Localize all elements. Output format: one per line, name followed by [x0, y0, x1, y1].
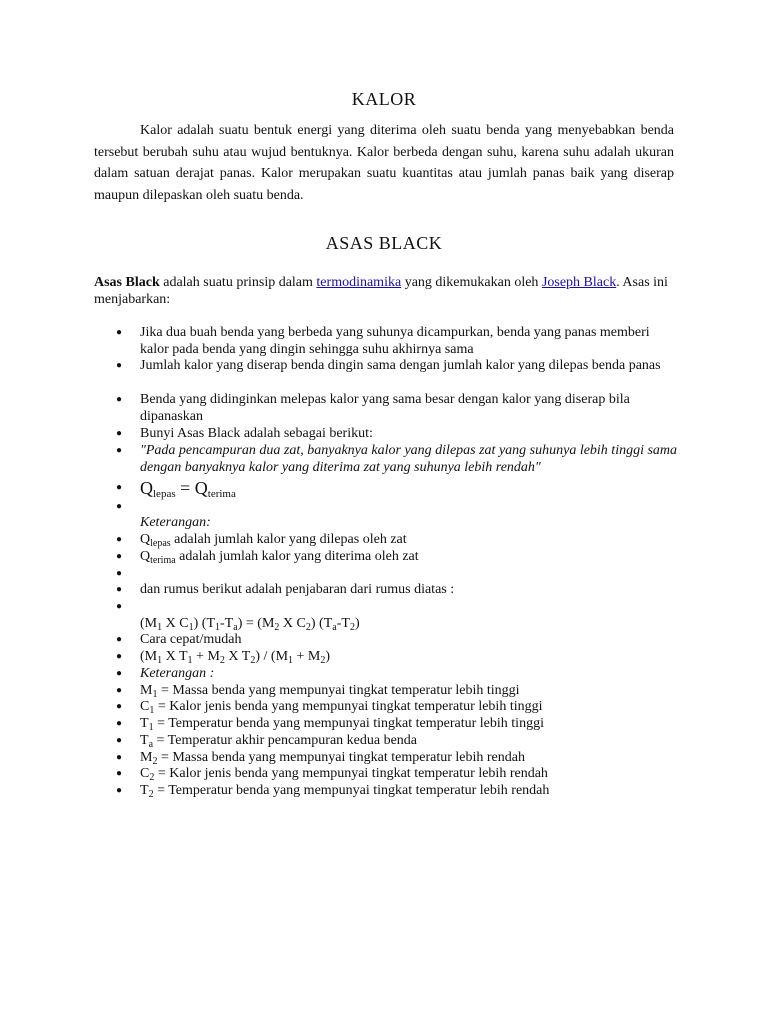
keterangan-label: Keterangan: [140, 515, 211, 530]
q-lepas-description: $Q_{lepas}$ adalah jumlah kalor yang dilepas oleh zat [140, 532, 407, 549]
list-item-text: Jumlah kalor yang diserap benda dingin sama dengan jumlah kalor yang dilepas benda panas [140, 358, 661, 373]
bullet-icon: ● [116, 752, 123, 763]
bullet-icon: ● [116, 601, 123, 612]
penjabaran-text: dan rumus berikut adalah penjabaran dari rumus diatas : [140, 582, 455, 597]
expanded-formula: ($M_1$ X $C_1$) $(T_1-T_a) = (M_2$ X $C_2$) $(T_a-T_2)$ [140, 616, 360, 633]
bullet-icon: ● [116, 584, 123, 595]
bullet-icon: ● [116, 735, 123, 746]
kalor-paragraph [94, 120, 674, 206]
q-terima-description: $Q_{terima}$ adalah jumlah kalor yang diterima oleh zat [140, 549, 419, 566]
bullet-icon: ● [116, 445, 123, 456]
c2-definition: $C_2$ = Kalor jenis benda yang mempunyai tingkat temperatur lebih rendah [140, 766, 548, 783]
bullet-icon: ● [116, 428, 123, 439]
asas-black-bold-term: Asas Black [94, 275, 160, 290]
quick-formula: ($M_1$ X $T_1 + M_2$ X $T_2) / (M_1 + M_2)$ [140, 649, 331, 666]
t2-definition: $T_2$ = Temperatur benda yang mempunyai tingkat temperatur lebih rendah [140, 783, 550, 800]
bullet-icon: ● [116, 685, 123, 696]
bullet-icon: ● [116, 482, 123, 493]
termodinamika-link[interactable]: termodinamika [316, 275, 402, 290]
intro-text-1: adalah suatu prinsip dalam [159, 275, 317, 290]
bullet-icon: ● [116, 785, 123, 796]
list-item-text: Bunyi Asas Black adalah sebagai berikut: [140, 426, 373, 441]
asas-black-statement: "Pada pencampuran dua zat, banyaknya kalor yang dilepas zat yang suhunya lebih tinggi sama dengan banyaknya kalor yang diterima zat yang suhunya lebih rendah" [140, 443, 678, 475]
bullet-icon: ● [116, 668, 123, 679]
list-item-text: Jika dua buah benda yang berbeda yang suhunya dicampurkan, benda yang panas memberi kalor pada benda yang dingin sehingga suhu akhirnya sama [140, 325, 650, 357]
bullet-icon: ● [116, 551, 123, 562]
intro-text-3: . Asas ini menjabarkan: [94, 275, 668, 307]
kalor-paragraph-text: Kalor adalah suatu bentuk energi yang diterima oleh suatu benda yang menyebabkan benda tersebut berubah suhu atau wujud bentuknya. Kalor berbeda dengan suhu, karena suhu adalah ukuran dalam satuan derajat panas. Kalor merupakan suatu kuantitas atau jumlah panas baik yang diserap maupun dilepaskan oleh suatu benda. [94, 123, 674, 203]
bullet-icon: ● [116, 501, 123, 512]
cara-cepat-text: Cara cepat/mudah [140, 632, 242, 647]
c1-definition: $C_1$ = Kalor jenis benda yang mempunyai tingkat temperatur lebih tinggi [140, 699, 543, 716]
main-formula: $Q_{lepas} = Q_{terima}$ [140, 478, 236, 500]
t1-definition: $T_1$ = Temperatur benda yang mempunyai tingkat temperatur lebih tinggi [140, 716, 544, 733]
asas-black-intro [94, 275, 684, 308]
bullet-icon: ● [116, 394, 123, 405]
m1-definition: $M_1$ = Massa benda yang mempunyai tingkat temperatur lebih tinggi [140, 683, 520, 700]
bullet-icon: ● [116, 651, 123, 662]
ta-definition: $T_a$ = Temperatur akhir pencampuran kedua benda [140, 733, 418, 750]
asas-black-heading: ASAS BLACK [325, 233, 443, 253]
bullet-icon: ● [116, 327, 123, 338]
keterangan-label: Keterangan : [140, 666, 215, 681]
bullet-icon: ● [116, 634, 123, 645]
bullet-icon: ● [116, 360, 123, 371]
bullet-icon: ● [116, 768, 123, 779]
m2-definition: $M_2$ = Massa benda yang mempunyai tingkat temperatur lebih rendah [140, 750, 525, 767]
kalor-heading: KALOR [351, 89, 417, 109]
bullet-icon: ● [116, 701, 123, 712]
joseph-black-link[interactable]: Joseph Black [541, 275, 617, 290]
bullet-icon: ● [116, 718, 123, 729]
bullet-icon: ● [116, 534, 123, 545]
intro-text-2: yang dikemukakan oleh [401, 275, 542, 290]
list-item-text: Benda yang didinginkan melepas kalor yang sama besar dengan kalor yang diserap bila dipanaskan [140, 392, 630, 424]
bullet-icon: ● [116, 568, 123, 579]
